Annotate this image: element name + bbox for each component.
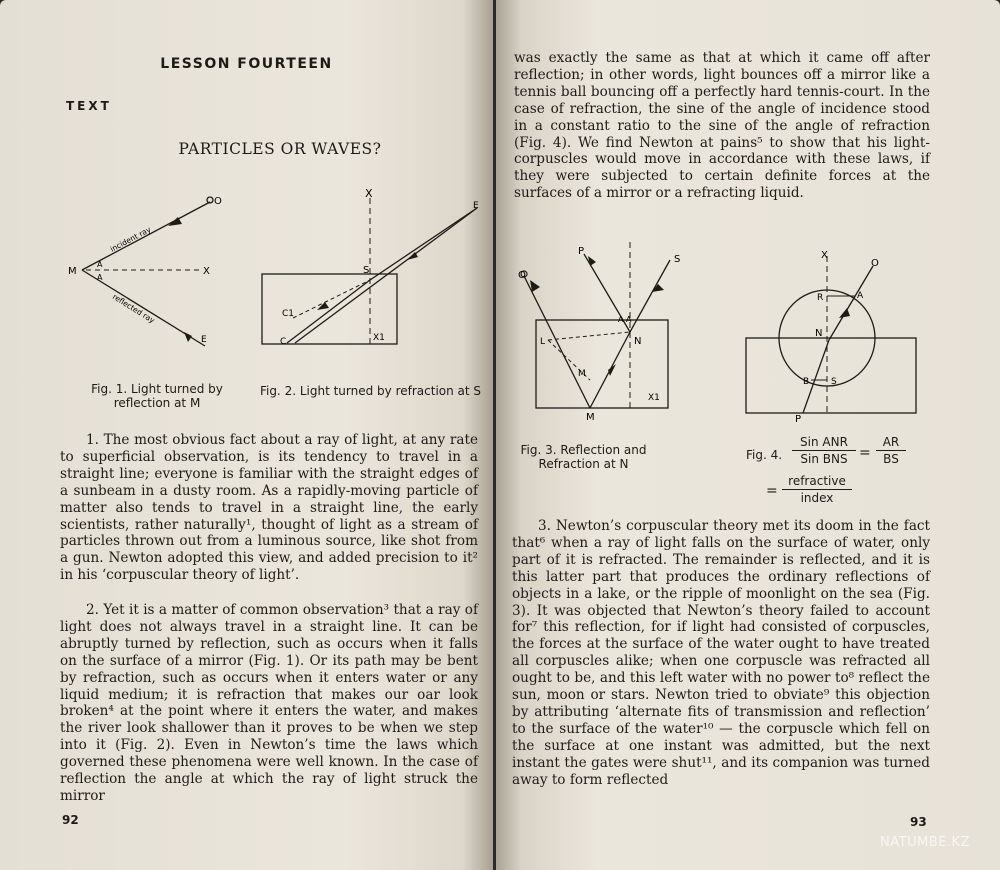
- fig2-label-x1: X1: [373, 333, 385, 343]
- fig4-label-s: S: [831, 377, 837, 387]
- heading: PARTICLES OR WAVES?: [178, 140, 382, 158]
- fig4-label-r: R: [817, 293, 824, 303]
- fig4-fraction-right: [876, 435, 906, 466]
- fig1-label-a-upper: A: [97, 260, 103, 269]
- fig4-refractive-label: refractive: [788, 474, 846, 488]
- fig2-label-c1: C1: [282, 309, 295, 319]
- fig3-label-m-inner: M: [578, 369, 586, 379]
- watermark: NATUMBE.KZ: [880, 835, 970, 850]
- fig4-numerator-right: AR: [882, 435, 900, 449]
- fig3-label-o: O: [518, 270, 526, 281]
- fig4-fraction-left: [792, 435, 856, 466]
- left-page: [0, 0, 493, 870]
- paragraph-1: 1. The most obvious fact about a ray of light, at any rate to superficial observation, is its tendency to travel in a straight line; everyone is familiar with the straight edges of a sunbeam in a dusty room. As a rapidly-moving particle of matter also tends to travel in a straight line, the early scientists, rather naturally¹, thought of light as a stream of particles thrown out from a luminous source, like shot from a gun. Newton adopted this view, and added precision to it² in his ‘corpuscular theory of light’.: [60, 432, 478, 584]
- fig4-label-x: X: [821, 250, 828, 261]
- fig3-label-m: M: [586, 412, 595, 423]
- figure-3-caption: Fig. 3. Reflection and Refraction at N: [520, 443, 647, 471]
- paragraph-2: 2. Yet it is a matter of common observation³ that a ray of light does not always travel in a straight line. It can be abruptly turned by reflection, such as occurs when it falls on the surface of a mirror (Fig. 1). Or its path may be bent by refraction, such as occurs when it enters water or any liquid medium; it is refraction that makes our oar look broken⁴ at the point where it enters the water, and makes the river look shallower than it proves to be when we step into it (Fig. 2). Even in Newton’s time the laws which governed these phenomena were well known. In the case of reflection the angle at which the ray of light struck the mirror: [60, 602, 478, 804]
- fig1-label-o: O: [214, 196, 222, 207]
- figure-2-caption: Fig. 2. Light turned by refraction at S: [259, 384, 482, 398]
- figure-1-diagram: [60, 190, 235, 360]
- fig4-label-b: B: [803, 377, 810, 387]
- fig3-label-s: S: [674, 254, 681, 265]
- fig3-label-a2: A: [626, 315, 632, 324]
- figure-1-caption: Fig. 1. Light turned by reflection at M: [91, 382, 223, 410]
- fig3-label-n: N: [634, 336, 642, 347]
- fig4-label-n: N: [815, 328, 823, 339]
- page-number-right: 93: [910, 815, 927, 829]
- fig2-label-s: S: [363, 265, 370, 276]
- fig4-second-equals: =: [766, 483, 778, 499]
- fig1-label-x: X: [203, 266, 210, 277]
- figure-2-diagram: [255, 188, 485, 358]
- section-label: TEXT: [66, 99, 112, 113]
- figure-3-diagram: [518, 240, 688, 425]
- fig4-label-a: A: [857, 291, 864, 301]
- fig4-denominator-left: Sin BNS: [800, 452, 848, 466]
- fig3-label-x1: X1: [648, 393, 660, 403]
- fig3-label-l: L: [540, 337, 546, 347]
- fig2-label-c: C: [280, 337, 287, 347]
- paragraph-3: 3. Newton’s corpuscular theory met its doom in the fact that⁶ when a ray of light falls on the surface of water, only part of it is refracted. The remainder is reflected, and it is this latter part that produces the ordinary reflections of objects in a lake, or the ripple of moonlight on the sea (Fig. 3). It was objected that Newton’s theory failed to account for⁷ this reflection, for if light had consisted of corpuscles, the forces at the surface of the water ought to have treated all corpuscles alike; when one corpuscle was refracted all ought to be, and this left water with no power to⁸ reflect the sun, moon or stars. Newton tried to obviate⁹ this objection by attributing ‘alternate fits of transmission and reflection’ to the surface of the water¹⁰ — the corpuscle which fell on the surface at one instant was admitted, but the next instant the gates were shut¹¹, and its companion was turned away to form reflected: [512, 518, 930, 788]
- fig4-denominator-right: BS: [883, 452, 899, 466]
- fig4-numerator-left: Sin ANR: [800, 435, 848, 449]
- fig2-label-e: E: [473, 201, 479, 211]
- fig4-equals: =: [859, 445, 871, 461]
- lesson-title: LESSON FOURTEEN: [160, 56, 333, 72]
- fig1-reflected-label: reflected ray: [110, 292, 157, 326]
- right-page: [496, 0, 1000, 870]
- paragraph-continued: was exactly the same as that at which it came off after reflection; in other words, light bounces off a mirror like a tennis ball bouncing off a perfectly hard tennis-court. In the case of refraction, the sine of the angle of incidence stood in a constant ratio to the sine of the angle of refraction (Fig. 4). We find Newton at pains⁵ to show that his light-corpuscles would move in accordance with these laws, if they were subjected to certain definite forces at the surfaces of a mirror or a refracting liquid.: [514, 50, 930, 202]
- fig3-label-p: P: [578, 246, 585, 257]
- page-number-left: 92: [62, 813, 79, 827]
- figure-4-diagram: [741, 248, 921, 423]
- fig3-label-a1: A: [618, 315, 624, 324]
- fig1-label-m: M: [68, 266, 77, 277]
- fig1-incident-label: incident ray: [108, 224, 153, 254]
- fig1-label-e: E: [201, 335, 207, 345]
- fig2-label-x: X: [365, 188, 373, 200]
- fig4-index-label: index: [800, 491, 834, 505]
- figure-4-caption: Fig. 4.: [746, 448, 783, 462]
- fig1-label-a-lower: A: [97, 273, 103, 282]
- fig4-label-p: P: [795, 414, 802, 423]
- fig4-fraction-refractive: [782, 474, 852, 505]
- fig4-label-o: O: [871, 258, 879, 269]
